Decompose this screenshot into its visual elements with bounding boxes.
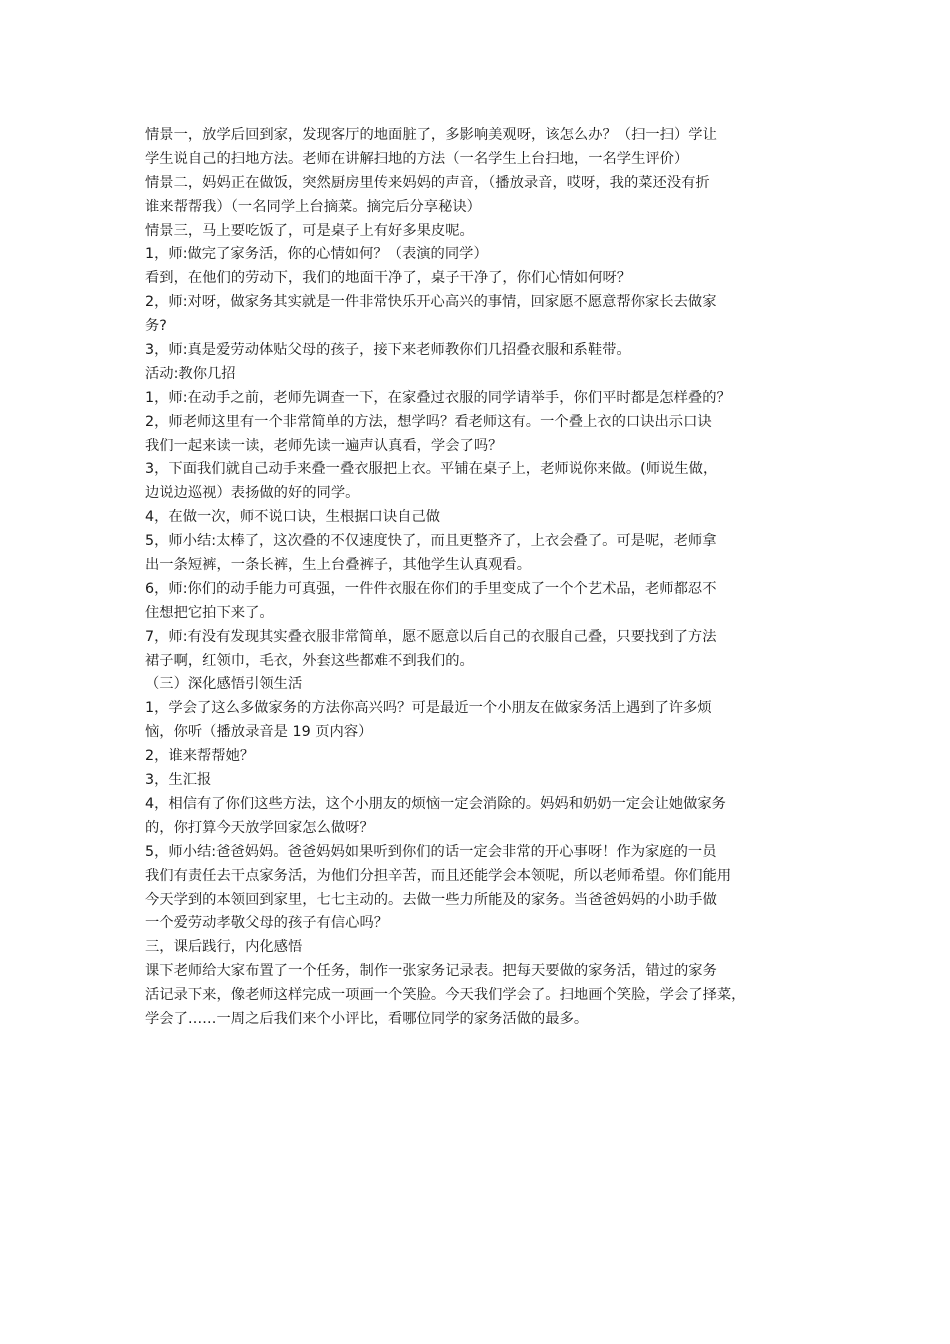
text-line: 恼，你听（播放录音是 19 页内容） <box>145 724 373 741</box>
text-line: 课下老师给大家布置了一个任务，制作一张家务记录表。把每天要做的家务活，错过的家务 <box>145 963 717 980</box>
text-line: 7，师:有没有发现其实叠衣服非常简单，愿不愿意以后自己的衣服自己叠，只要找到了方法 <box>145 628 717 645</box>
text-line: 3，生汇报 <box>145 772 212 789</box>
text-line: 的，你打算今天放学回家怎么做呀？ <box>145 819 374 836</box>
text-line: 住想把它拍下来了。 <box>145 604 274 621</box>
text-line: 学生说自己的扫地方法。老师在讲解扫地的方法（一名学生上台扫地，一名学生评价） <box>145 150 689 167</box>
text-line: 2，师老师这里有一个非常简单的方法，想学吗？看老师这有。一个叠上衣的口诀出示口诀 <box>145 413 712 430</box>
text-line: 学会了……一周之后我们来个小评比，看哪位同学的家务活做的最多。 <box>145 1010 589 1027</box>
text-line: 活记录下来，像老师这样完成一项画一个笑脸。今天我们学会了。扫地画个笑脸，学会了择菜， <box>145 987 746 1004</box>
text-line: 情景一，放学后回到家，发现客厅的地面脏了，多影响美观呀，该怎么办？（扫一扫）学让 <box>145 127 717 143</box>
text-line: 我们一起来读一读，老师先读一遍声认真看，学会了吗？ <box>145 437 503 454</box>
section-heading: 活动:教你几招 <box>145 365 236 382</box>
text-line: 看到，在他们的劳动下，我们的地面干净了，桌子干净了，你们心情如何呀？ <box>145 270 632 287</box>
text-line: 3，下面我们就自己动手来叠一叠衣服把上衣。平铺在桌子上，老师说你来做。(师说生做， <box>145 461 718 478</box>
text-line: 5，师小结:太棒了，这次叠的不仅速度快了，而且更整齐了，上衣会叠了。可是呢，老师拿 <box>145 533 717 550</box>
text-line: 今天学到的本领回到家里，七七主动的。去做一些力所能及的家务。当爸爸妈妈的小助手做 <box>145 891 717 908</box>
text-line: 务? <box>145 318 167 335</box>
section-heading: 三，课后践行，内化感悟 <box>145 939 303 956</box>
text-line: 一个爱劳动孝敬父母的孩子有信心吗？ <box>145 915 389 932</box>
text-line: 3，师:真是爱劳动体贴父母的孩子，接下来老师教你们几招叠衣服和系鞋带。 <box>145 342 631 359</box>
document-body <box>145 124 815 1032</box>
text-line: 5，师小结:爸爸妈妈。爸爸妈妈如果听到你们的话一定会非常的开心事呀！作为家庭的一员 <box>145 843 717 860</box>
text-line: 情景三，马上要吃饭了，可是桌子上有好多果皮呢。 <box>145 222 474 239</box>
text-line: 1，师:做完了家务活，你的心情如何？（表演的同学） <box>145 246 488 263</box>
text-line: 1，学会了这么多做家务的方法你高兴吗？可是最近一个小朋友在做家务活上遇到了许多烦 <box>145 700 712 717</box>
text-line: 2，谁来帮帮她？ <box>145 748 255 765</box>
text-line: 谁来帮帮我）（一名同学上台摘菜。摘完后分享秘诀） <box>145 198 481 215</box>
text-line: 4，在做一次，师不说口诀，生根据口诀自己做 <box>145 509 441 526</box>
text-line: 1，师:在动手之前，老师先调查一下，在家叠过衣服的同学请举手，你们平时都是怎样叠的？ <box>145 389 731 406</box>
text-line: 边说边巡视）表扬做的好的同学。 <box>145 485 360 502</box>
text-line: 2，师:对呀，做家务其实就是一件非常快乐开心高兴的事情，回家愿不愿意帮你家长去做家 <box>145 294 717 311</box>
text-line: 我们有责任去干点家务活，为他们分担辛苦，而且还能学会本领呢，所以老师希望。你们能用 <box>145 867 732 884</box>
text-line: 裙子啊，红领巾，毛衣，外套这些都难不到我们的。 <box>145 652 474 669</box>
text-line: 情景二，妈妈正在做饭，突然厨房里传来妈妈的声音，（播放录音，哎呀，我的菜还没有折 <box>145 174 710 191</box>
text-line: 4，相信有了你们这些方法，这个小朋友的烦恼一定会消除的。妈妈和奶奶一定会让她做家务 <box>145 795 726 812</box>
text-line: 出一条短裤，一条长裤，生上台叠裤子，其他学生认真观看。 <box>145 557 532 574</box>
text-line: 6，师:你们的动手能力可真强，一件件衣服在你们的手里变成了一个个艺术品，老师都忍不 <box>145 580 717 597</box>
section-heading: （三）深化感悟引领生活 <box>145 676 303 693</box>
